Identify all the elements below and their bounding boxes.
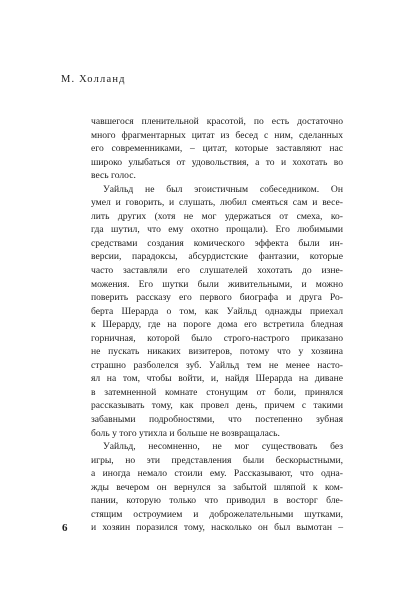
text-line: не пускать никаких визитеров, потому что у хозяина [91, 346, 343, 358]
text-line: рассказывать тому, как провел день, причем с такими [91, 400, 343, 412]
text-line: часто заставляли его слушателей хохотать до изне- [91, 265, 343, 277]
text-line: к Шерарду, где на пороге дома его встретила бледная [91, 319, 343, 331]
text-line: боль у того утихла и больше не возвращалась. [91, 427, 280, 439]
text-line: средствами создания комического эффекта были ин- [91, 237, 343, 249]
text-line: забавными подробностями, что постепенно зубная [91, 414, 343, 426]
text-line: можения. Его шутки были живительными, и можно [91, 278, 343, 290]
text-line: много фрагментарных цитат из бесед с ним, сделанных [91, 129, 343, 141]
text-line: версии, парадоксы, абсурдистские фантазии, которые [91, 251, 343, 263]
running-header: М. Холланд [61, 74, 126, 85]
text-line: его современниками, – цитат, которые заставляют нас [91, 143, 343, 155]
text-line: жды вечером он вернулся за забытой шляпой к ком- [91, 481, 343, 493]
text-line: в затемненной комнате стонущим от боли, принялся [91, 386, 343, 398]
text-line: ял на том, чтобы войти, и, найдя Шерарда на диване [91, 373, 343, 385]
text-line: Уайльд, несомненно, не мог существовать без [103, 441, 343, 453]
text-line: игры, но эти представления были бескорыстными, [91, 454, 343, 466]
text-line: стящим остроумием и доброжелательными шутками, [91, 508, 343, 520]
text-line: Уайльд не был эгоистичным собеседником. Он [103, 183, 343, 195]
text-line: гда шутил, что ему охотно прощали). Его любимыми [91, 224, 343, 236]
text-line: широко улыбаться от удовольствия, а то и хохотать во [91, 156, 343, 168]
text-line: страшно разболелся зуб. Уайльд тем не менее насто- [91, 359, 343, 371]
text-line: а иногда немало стоили ему. Рассказывают, что одна- [91, 468, 343, 480]
text-line: берта Шерарда о том, как Уайльд однажды приехал [91, 305, 343, 317]
text-line: лить других (хотя не мог удержаться от смеха, ко- [91, 210, 343, 222]
page-number: 6 [62, 522, 68, 534]
text-line: и хозяин поразился тому, насколько он был вымотан – [91, 522, 343, 534]
text-line: весь голос. [91, 170, 136, 182]
text-line: поверить рассказу его первого биографа и друга Ро- [91, 292, 343, 304]
text-line: умел и говорить, и слушать, любил смеяться сам и весе- [91, 197, 343, 209]
text-line: горничная, которой было строго-настрого приказано [91, 332, 343, 344]
text-line: чавшегося пленительной красотой, по есть достаточно [91, 116, 343, 127]
text-line: пании, которую только что приводил в восторг бле- [91, 495, 343, 507]
body-text [91, 115, 343, 535]
